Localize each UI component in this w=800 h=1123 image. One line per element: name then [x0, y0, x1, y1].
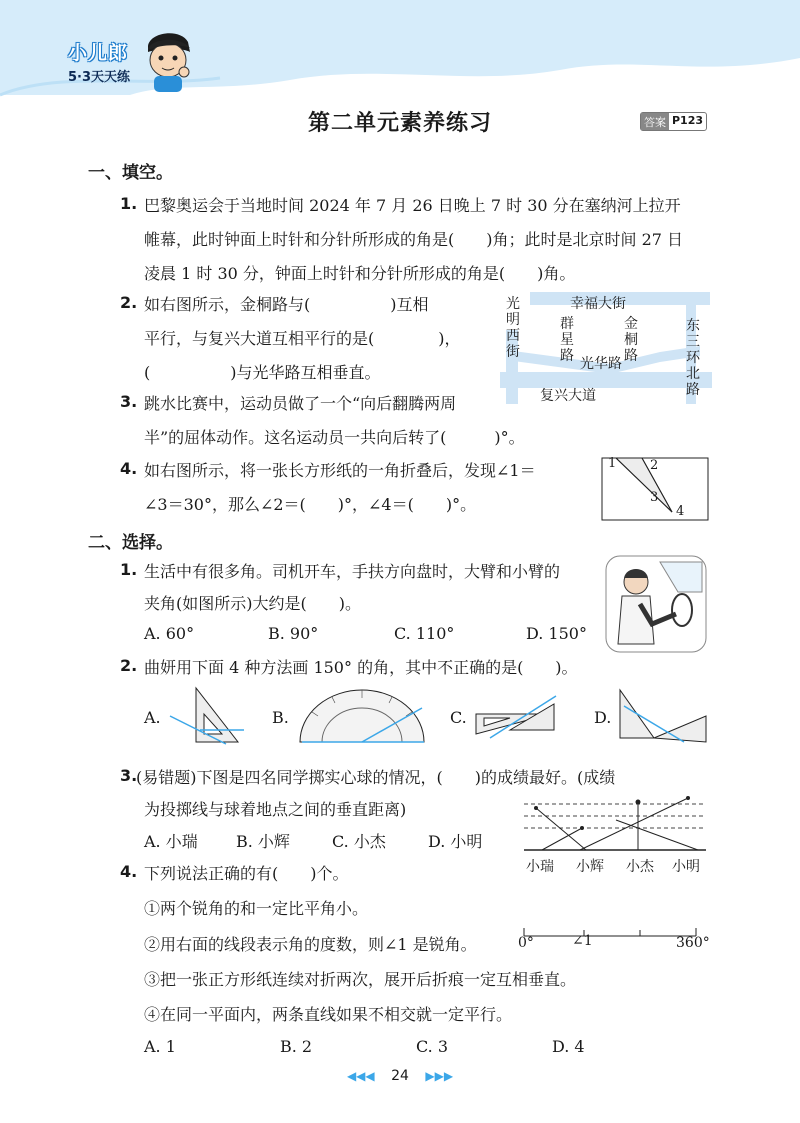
angle-label: 2	[650, 458, 659, 473]
question-number: 3.	[120, 392, 138, 411]
next-arrows-icon: ▶▶▶	[425, 1069, 454, 1083]
answer-badge	[640, 112, 707, 131]
question-text: 如右图所示，金桐路与( )互相	[144, 295, 429, 314]
question-text: 为投掷线与球着地点之间的垂直距离)	[144, 800, 407, 819]
throw-diagram	[520, 790, 710, 880]
option-d[interactable]: D. 4	[552, 1037, 585, 1056]
question-text: 半”的屈体动作。这名运动员一共向后转了( )°。	[144, 428, 525, 447]
option-a[interactable]: A.	[144, 708, 161, 727]
driver-illustration	[600, 552, 710, 656]
question-text: ∠3＝30°，那么∠2＝( )°，∠4＝( )°。	[144, 495, 477, 514]
question-number: 2.	[120, 293, 138, 312]
question-text: 曲妍用下面 4 种方法画 150° 的角，其中不正确的是( )。	[144, 658, 578, 677]
question-text: 跳水比赛中，运动员做了一个“向后翻腾两周	[144, 394, 457, 413]
student-label: 小杰	[626, 859, 654, 875]
question-number: 1.	[120, 560, 138, 579]
question-text: 如右图所示，将一张长方形纸的一角折叠后，发现∠1＝	[144, 461, 536, 480]
section-heading: 二、选择。	[88, 533, 173, 553]
scale-end-label: 360°	[676, 935, 710, 951]
series-name: 5·3天天练	[68, 70, 131, 85]
question-number: 2.	[120, 656, 138, 675]
road-label: 东三环北路	[686, 318, 700, 398]
option-b[interactable]: B. 2	[280, 1037, 313, 1056]
option-a[interactable]: A. 60°	[144, 624, 195, 643]
student-label: 小辉	[576, 859, 604, 875]
question-number: 1.	[120, 194, 138, 213]
angle-label: 4	[676, 504, 685, 519]
page-footer	[0, 1068, 800, 1084]
degree-scale	[518, 918, 714, 958]
question-text: (易错题)下图是四名同学掷实心球的情况，( )的成绩最好。(成绩	[136, 768, 616, 787]
question-text: 生活中有很多角。司机开车，手扶方向盘时，大臂和小臂的	[144, 562, 561, 581]
road-label: 复兴大道	[540, 388, 596, 404]
road-map-diagram	[500, 290, 712, 408]
prev-arrows-icon: ◀◀◀	[346, 1069, 375, 1083]
section-heading: 一、填空。	[88, 163, 173, 183]
answer-label: 答案	[641, 113, 669, 130]
page-number: 24	[391, 1068, 409, 1084]
road-label: 金桐路	[624, 316, 638, 364]
question-number: 4.	[120, 862, 138, 881]
road-label: 群星路	[560, 316, 574, 364]
scale-angle-label: ∠1	[572, 933, 593, 949]
statement-4: ④在同一平面内，两条直线如果不相交就一定平行。	[144, 1005, 513, 1024]
road-label: 光华路	[580, 356, 622, 372]
student-label: 小瑞	[526, 859, 554, 875]
answer-page: P123	[672, 114, 704, 127]
angle-label: 3	[650, 490, 659, 505]
question-text: 巴黎奥运会于当地时间 2024 年 7 月 26 日晚上 7 时 30 分在塞纳河上拉开	[144, 196, 681, 215]
folded-paper-diagram	[600, 454, 712, 526]
option-b-protractor	[292, 688, 432, 744]
page-title: 第二单元素养练习	[307, 111, 492, 136]
student-label: 小明	[672, 859, 700, 875]
road-label: 幸福大街	[570, 296, 626, 312]
option-c-drawing	[470, 690, 560, 744]
option-b[interactable]: B.	[272, 708, 289, 727]
question-text: 下列说法正确的有( )个。	[144, 864, 349, 883]
question-text: 帷幕，此时钟面上时针和分针所形成的角是( )角；此时是北京时间 27 日	[144, 230, 684, 249]
question-text: 凌晨 1 时 30 分，钟面上时针和分针所形成的角是( )角。	[144, 264, 576, 283]
logo-text: 小儿郎	[68, 42, 129, 64]
option-c[interactable]: C.	[450, 708, 467, 727]
scale-start-label: 0°	[518, 935, 534, 951]
option-b[interactable]: B. 90°	[268, 624, 319, 643]
option-d[interactable]: D. 150°	[526, 624, 587, 643]
question-number: 4.	[120, 459, 138, 478]
road-label: 光明西街	[506, 296, 520, 360]
angle-label: 1	[608, 456, 617, 471]
option-d[interactable]: D.	[594, 708, 612, 727]
option-a[interactable]: A. 小瑞	[144, 832, 198, 851]
option-c[interactable]: C. 3	[416, 1037, 449, 1056]
boy-mascot-icon	[140, 28, 196, 94]
option-d[interactable]: D. 小明	[428, 832, 483, 851]
option-d-drawing	[614, 686, 710, 748]
question-text: 夹角(如图所示)大约是( )。	[144, 594, 361, 613]
question-text: ( )与光华路互相垂直。	[144, 363, 381, 382]
statement-1: ①两个锐角的和一定比平角小。	[144, 899, 369, 918]
option-a[interactable]: A. 1	[144, 1037, 176, 1056]
statement-2: ②用右面的线段表示角的度数，则∠1 是锐角。	[144, 935, 477, 954]
option-c[interactable]: C. 110°	[394, 624, 455, 643]
statement-3: ③把一张正方形纸连续对折两次，展开后折痕一定互相垂直。	[144, 970, 577, 989]
option-b[interactable]: B. 小辉	[236, 832, 290, 851]
throw-lines	[520, 790, 710, 852]
brand-logo	[68, 38, 130, 85]
option-a-drawing	[166, 686, 246, 748]
question-number: 3.	[120, 766, 138, 785]
option-c[interactable]: C. 小杰	[332, 832, 386, 851]
question-text: 平行，与复兴大道互相平行的是( )，	[144, 329, 461, 348]
